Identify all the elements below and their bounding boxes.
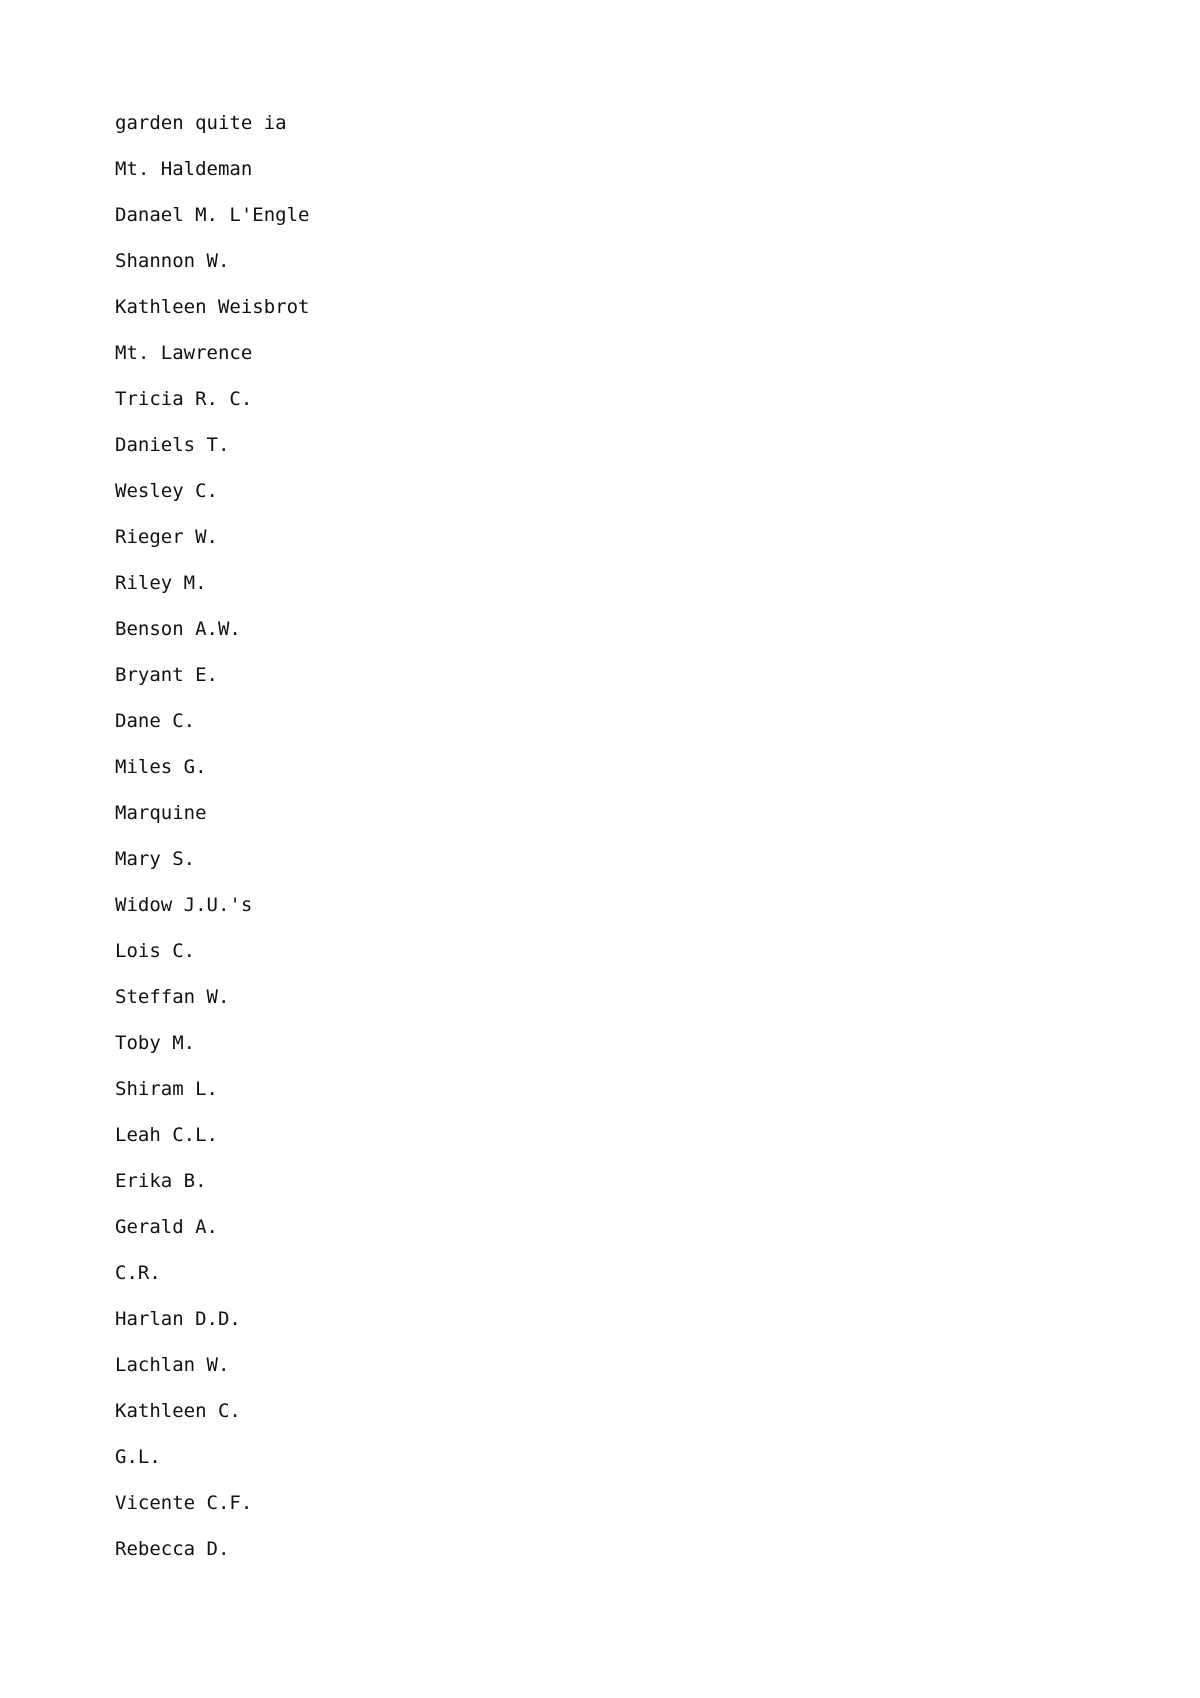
list-item: Rieger W. — [115, 526, 218, 548]
list-item: Daniels T. — [115, 434, 230, 456]
list-item: Wesley C. — [115, 480, 218, 502]
list-item: Tricia R. C. — [115, 388, 253, 410]
list-item: Mt. Haldeman — [115, 158, 253, 180]
list-item: Dane C. — [115, 710, 196, 732]
list-item: Vicente C.F. — [115, 1492, 253, 1514]
name-list — [115, 110, 309, 1582]
list-item: Miles G. — [115, 756, 207, 778]
list-item: Bryant E. — [115, 664, 218, 686]
list-item: Danael M. L'Engle — [115, 204, 310, 226]
list-item: garden quite ia — [115, 112, 287, 134]
list-item: Mary S. — [115, 848, 196, 870]
list-item: Leah C.L. — [115, 1124, 218, 1146]
list-item: Mt. Lawrence — [115, 342, 253, 364]
list-item: Kathleen C. — [115, 1400, 241, 1422]
list-item: Marquine — [115, 802, 207, 824]
list-item: Rebecca D. — [115, 1538, 230, 1560]
list-item: Shannon W. — [115, 250, 230, 272]
list-item: Lois C. — [115, 940, 196, 962]
list-item: Toby M. — [115, 1032, 196, 1054]
list-item: Harlan D.D. — [115, 1308, 241, 1330]
list-item: Riley M. — [115, 572, 207, 594]
list-item: Benson A.W. — [115, 618, 241, 640]
list-item: Lachlan W. — [115, 1354, 230, 1376]
list-item: Gerald A. — [115, 1216, 218, 1238]
list-item: Widow J.U.'s — [115, 894, 253, 916]
list-item: Kathleen Weisbrot — [115, 296, 310, 318]
list-item: Erika B. — [115, 1170, 207, 1192]
list-item: G.L. — [115, 1446, 161, 1468]
list-item: Steffan W. — [115, 986, 230, 1008]
list-item: C.R. — [115, 1262, 161, 1284]
list-item: Shiram L. — [115, 1078, 218, 1100]
